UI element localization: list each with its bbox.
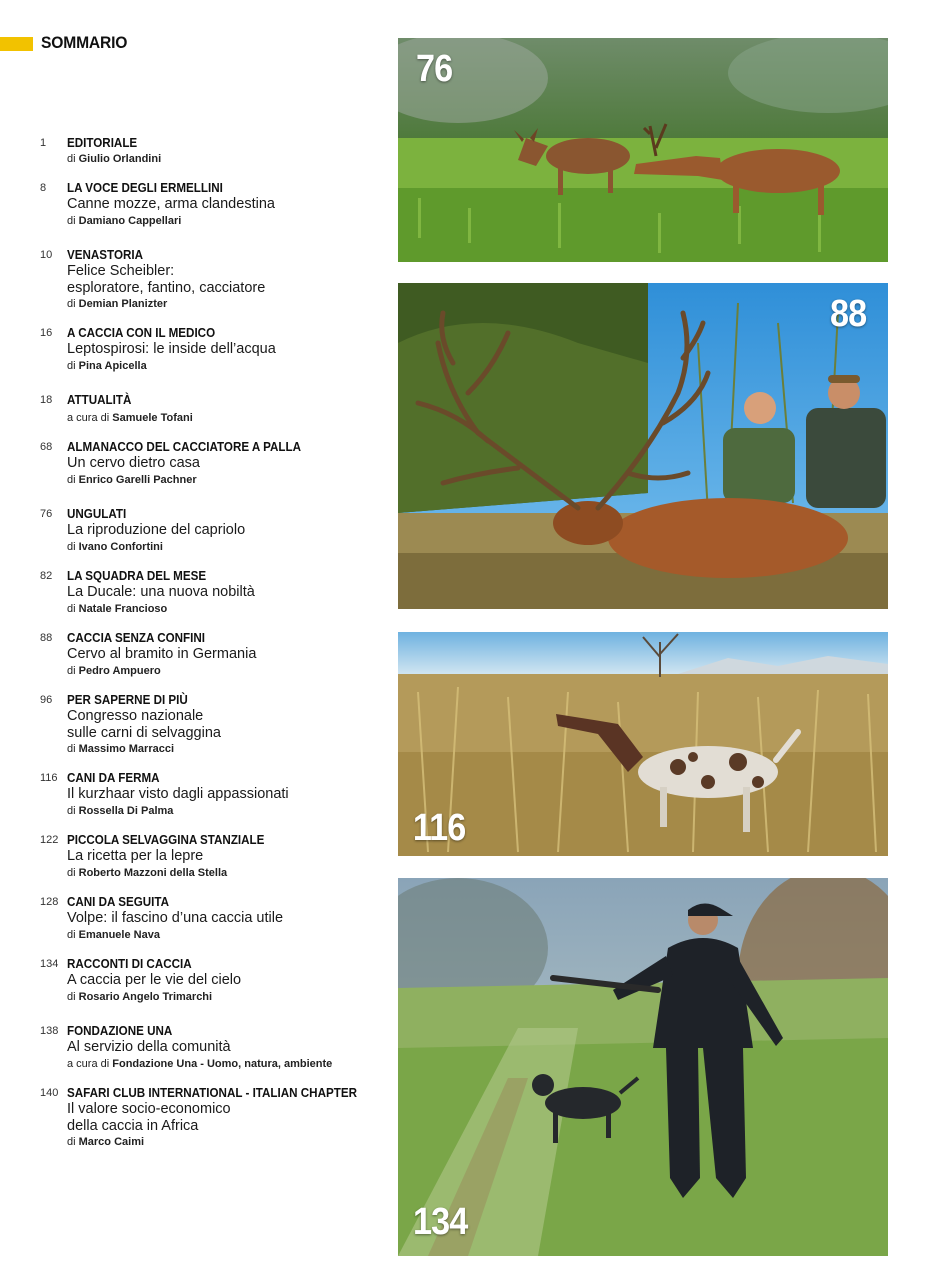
entry-category: CANI DA FERMA — [67, 771, 160, 785]
pointer-dog-icon — [398, 632, 888, 856]
photo-page-number: 76 — [416, 48, 453, 90]
entry-byline — [67, 804, 377, 819]
entry-category: PER SAPERNE DI PIÙ — [67, 693, 188, 707]
roe-deer-icon — [398, 38, 888, 262]
entry-byline — [67, 297, 377, 312]
entry-title: Il valore socio-economico della caccia in Africa — [67, 1101, 231, 1134]
byline-prefix: di — [67, 473, 76, 486]
byline-prefix: di — [67, 743, 76, 755]
entry-byline — [67, 1057, 377, 1072]
byline-prefix: di — [67, 602, 76, 615]
entry-byline — [67, 866, 377, 881]
entry-author: Natale Francioso — [78, 602, 168, 615]
byline-prefix: di — [67, 990, 76, 1003]
entry-category: ATTUALITÀ — [67, 393, 132, 407]
entry-category: PICCOLA SELVAGGINA STANZIALE — [67, 833, 265, 847]
entry-title: La ricetta per la lepre — [67, 848, 204, 864]
byline-prefix: di — [67, 359, 76, 372]
entry-byline — [67, 411, 377, 426]
entry-title: Congresso nazionale sulle carni di selvaggina — [67, 708, 221, 741]
entry-title: Cervo al bramito in Germania — [67, 646, 257, 662]
page-number: 122 — [40, 834, 59, 846]
page-number: 18 — [40, 394, 53, 406]
entry-title: A caccia per le vie del cielo — [67, 972, 242, 988]
page-number: 116 — [40, 772, 58, 784]
entry-author: Rosario Angelo Trimarchi — [78, 990, 213, 1003]
entry-byline — [67, 928, 377, 943]
page-title: SOMMARIO — [41, 33, 128, 52]
entry-category: SAFARI CLUB INTERNATIONAL - ITALIAN CHAPTER — [67, 1086, 357, 1100]
entry-author: Massimo Marracci — [78, 743, 175, 755]
entry-category: LA VOCE DEGLI ERMELLINI — [67, 181, 223, 195]
photo-roe-deer[interactable] — [398, 38, 888, 262]
entry-category: EDITORIALE — [67, 136, 138, 150]
entry-category: RACCONTI DI CACCIA — [67, 957, 192, 971]
byline-prefix: di — [67, 928, 76, 941]
entry-category: CACCIA SENZA CONFINI — [67, 631, 206, 645]
photo-page-number: 134 — [413, 1201, 468, 1243]
entry-category: UNGULATI — [67, 507, 127, 521]
entry-author: Rossella Di Palma — [78, 804, 174, 817]
entry-title: Leptospirosi: le inside dell’acqua — [67, 341, 276, 357]
entry-byline — [67, 664, 377, 679]
entry-author: Ivano Confortini — [78, 540, 163, 553]
byline-prefix: di — [67, 153, 76, 165]
entry-byline — [67, 602, 377, 617]
entry-byline — [67, 359, 377, 374]
entry-category: CANI DA SEGUITA — [67, 895, 170, 909]
entry-author: Demian Planizter — [78, 298, 168, 310]
photo-page-number: 116 — [412, 807, 466, 849]
page-number: 10 — [40, 249, 53, 261]
entry-author: Fondazione Una - Uomo, natura, ambiente — [112, 1057, 333, 1070]
page-number: 88 — [40, 632, 53, 644]
page-number: 134 — [40, 958, 59, 970]
entry-category: VENASTORIA — [67, 248, 144, 262]
entry-byline — [67, 152, 377, 167]
photo-page-number: 88 — [829, 293, 866, 335]
page-number: 138 — [40, 1025, 59, 1037]
entry-byline — [67, 742, 377, 757]
entry-author: Giulio Orlandini — [78, 153, 162, 165]
entry-author: Samuele Tofani — [112, 412, 193, 424]
page-number: 68 — [40, 441, 53, 453]
byline-prefix: di — [67, 664, 76, 677]
byline-prefix: di — [67, 298, 76, 310]
page-number: 96 — [40, 694, 53, 706]
entry-byline — [67, 214, 377, 229]
entry-author: Pedro Ampuero — [78, 664, 161, 677]
byline-prefix: di — [67, 1136, 76, 1148]
entry-title: La Ducale: una nuova nobiltà — [67, 584, 255, 600]
byline-prefix: di — [67, 214, 76, 227]
entry-title: Un cervo dietro casa — [67, 455, 200, 471]
entry-author: Enrico Garelli Pachner — [78, 473, 197, 486]
photo-pointer-dog[interactable] — [398, 632, 888, 856]
entry-byline — [67, 990, 377, 1005]
page-number: 1 — [40, 137, 47, 149]
hunter-with-dog-icon — [398, 878, 888, 1256]
entry-category: FONDAZIONE UNA — [67, 1024, 173, 1038]
entry-byline — [67, 473, 377, 488]
entry-byline — [67, 540, 377, 555]
entry-title: Volpe: il fascino d’una caccia utile — [67, 910, 284, 926]
byline-prefix: di — [67, 804, 76, 817]
entry-author: Emanuele Nava — [78, 928, 160, 941]
page-number: 8 — [40, 182, 47, 194]
entry-author: Roberto Mazzoni della Stella — [78, 866, 228, 879]
photo-red-deer[interactable] — [398, 283, 888, 609]
entry-byline — [67, 1135, 377, 1150]
page-number: 128 — [40, 896, 59, 908]
byline-prefix: di — [67, 866, 76, 879]
entry-author: Marco Caimi — [78, 1136, 145, 1148]
page-number: 82 — [40, 570, 53, 582]
red-deer-trophy-icon — [398, 283, 888, 609]
entry-title: Felice Scheibler: esploratore, fantino, cacciatore — [67, 263, 266, 296]
entry-title: Al servizio della comunità — [67, 1039, 231, 1055]
accent-bar — [0, 37, 33, 51]
entry-category: LA SQUADRA DEL MESE — [67, 569, 207, 583]
entry-author: Damiano Cappellari — [78, 214, 182, 227]
byline-prefix: di — [67, 540, 76, 553]
entry-category: ALMANACCO DEL CACCIATORE A PALLA — [67, 440, 302, 454]
entry-title: La riproduzione del capriolo — [67, 522, 246, 538]
page-number: 76 — [40, 508, 53, 520]
photo-hunter-with-dog[interactable] — [398, 878, 888, 1256]
entry-category: A CACCIA CON IL MEDICO — [67, 326, 216, 340]
entry-title: Il kurzhaar visto dagli appassionati — [67, 786, 289, 802]
entry-title: Canne mozze, arma clandestina — [67, 196, 275, 212]
byline-prefix: a cura di — [67, 412, 110, 424]
page-number: 140 — [40, 1087, 59, 1099]
entry-author: Pina Apicella — [78, 359, 147, 372]
page-number: 16 — [40, 327, 53, 339]
byline-prefix: a cura di — [67, 1057, 110, 1070]
